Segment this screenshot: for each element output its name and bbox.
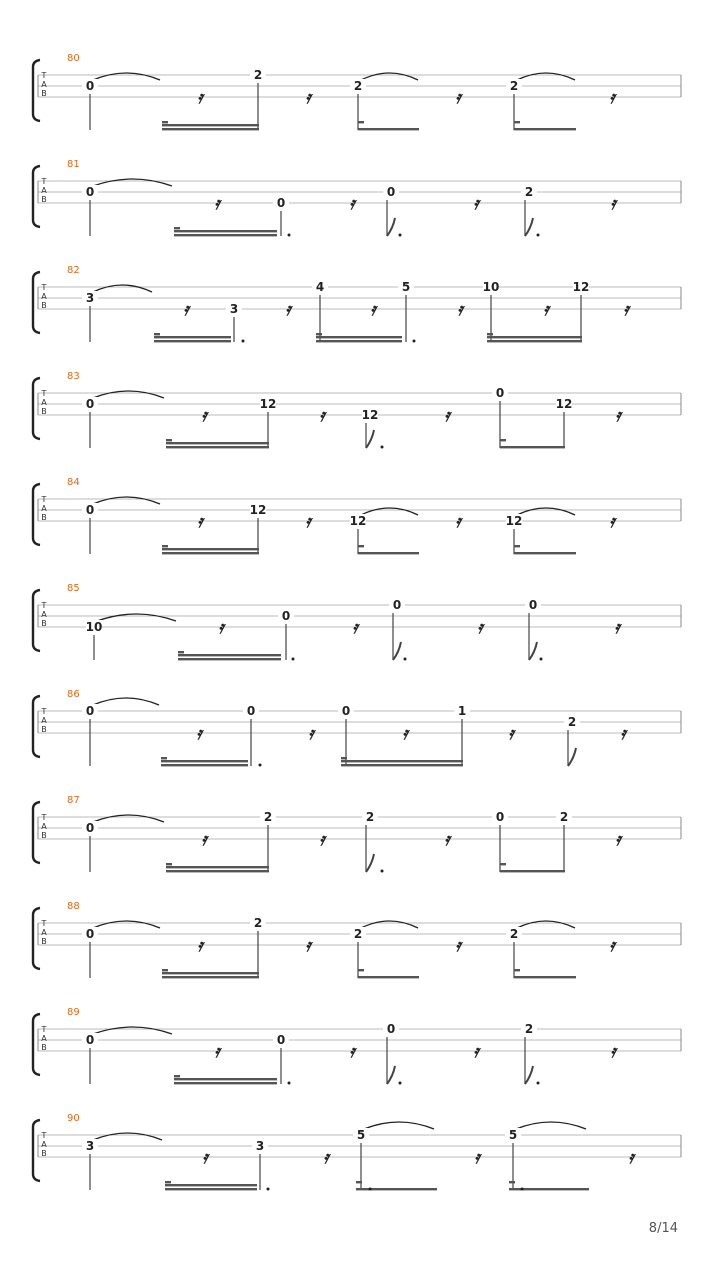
tab-clef-letter: B bbox=[41, 1043, 47, 1052]
augmentation-dot bbox=[521, 1188, 524, 1191]
beam bbox=[166, 866, 269, 868]
note-flag bbox=[568, 748, 576, 766]
fret-number: 0 bbox=[276, 1033, 286, 1047]
rest-symbol: 𝄿 bbox=[610, 1042, 616, 1062]
beam bbox=[358, 976, 419, 978]
fret-number: 2 bbox=[353, 927, 363, 941]
rest-symbol: 𝄿 bbox=[285, 300, 291, 320]
rest-symbol: 𝄿 bbox=[202, 1148, 208, 1168]
rest-symbol: 𝄿 bbox=[402, 724, 408, 744]
beam-stub bbox=[174, 1075, 180, 1077]
rest-symbol: 𝄿 bbox=[455, 936, 461, 956]
tie bbox=[93, 921, 160, 928]
fret-number: 12 bbox=[249, 503, 267, 517]
tab-system bbox=[33, 265, 681, 343]
rest-symbol: 𝄿 bbox=[308, 724, 314, 744]
rest-symbol: 𝄿 bbox=[201, 406, 207, 426]
rest-symbol: 𝄿 bbox=[508, 724, 514, 744]
fret-number: 12 bbox=[349, 514, 367, 528]
beam bbox=[162, 976, 259, 978]
fret-number: 2 bbox=[567, 715, 577, 729]
beam bbox=[174, 234, 277, 236]
tab-system bbox=[33, 1113, 681, 1191]
page-number: 8/14 bbox=[648, 1221, 678, 1236]
beam-stub bbox=[358, 969, 364, 971]
fret-number: 0 bbox=[528, 598, 538, 612]
fret-number: 0 bbox=[281, 609, 291, 623]
tab-system bbox=[33, 159, 681, 237]
measure-number: 85 bbox=[67, 583, 80, 594]
augmentation-dot bbox=[288, 234, 291, 237]
tie bbox=[93, 815, 164, 822]
augmentation-dot bbox=[381, 870, 384, 873]
rest-symbol: 𝄿 bbox=[609, 512, 615, 532]
augmentation-dot bbox=[540, 658, 543, 661]
fret-number: 2 bbox=[263, 810, 273, 824]
rest-symbol: 𝄿 bbox=[473, 1042, 479, 1062]
tab-system bbox=[33, 901, 681, 978]
rest-symbol: 𝄿 bbox=[197, 512, 203, 532]
tie bbox=[93, 285, 152, 292]
fret-number: 0 bbox=[85, 503, 95, 517]
beam bbox=[514, 128, 576, 130]
measure-number: 81 bbox=[67, 159, 80, 170]
tab-clef-letter: B bbox=[41, 937, 47, 946]
beam bbox=[487, 336, 582, 338]
fret-number: 12 bbox=[505, 514, 523, 528]
rest-symbol: 𝄿 bbox=[323, 1148, 329, 1168]
beam-stub bbox=[356, 1181, 362, 1183]
system-bracket bbox=[33, 272, 40, 333]
fret-number: 5 bbox=[356, 1128, 366, 1142]
augmentation-dot bbox=[413, 340, 416, 343]
beam bbox=[162, 128, 259, 130]
fret-number: 0 bbox=[495, 810, 505, 824]
fret-number: 12 bbox=[555, 397, 573, 411]
measure-number: 89 bbox=[67, 1007, 80, 1018]
measure-number: 87 bbox=[67, 795, 80, 806]
tab-clef-letter: T bbox=[41, 1131, 47, 1140]
fret-number: 2 bbox=[559, 810, 569, 824]
rest-symbol: 𝄿 bbox=[305, 88, 311, 108]
tab-clef-letter: B bbox=[41, 619, 47, 628]
rest-symbol: 𝄿 bbox=[349, 194, 355, 214]
system-bracket bbox=[33, 60, 40, 121]
system-bracket bbox=[33, 802, 40, 863]
beam bbox=[514, 552, 576, 554]
fret-number: 12 bbox=[361, 408, 379, 422]
rest-symbol: 𝄿 bbox=[214, 1042, 220, 1062]
tab-clef-letter: T bbox=[41, 707, 47, 716]
augmentation-dot bbox=[399, 1082, 402, 1085]
beam-stub bbox=[161, 757, 167, 759]
beam bbox=[166, 446, 269, 448]
tab-clef-letter: A bbox=[41, 822, 47, 831]
fret-number: 0 bbox=[392, 598, 402, 612]
beam bbox=[162, 124, 259, 126]
tab-clef-letter: B bbox=[41, 1149, 47, 1158]
rest-symbol: 𝄿 bbox=[623, 300, 629, 320]
fret-number: 0 bbox=[386, 1022, 396, 1036]
fret-number: 5 bbox=[401, 280, 411, 294]
fret-number: 10 bbox=[85, 620, 103, 634]
beam-stub bbox=[316, 333, 322, 335]
fret-number: 0 bbox=[276, 196, 286, 210]
rest-symbol: 𝄿 bbox=[370, 300, 376, 320]
fret-number: 3 bbox=[85, 291, 95, 305]
beam-stub bbox=[358, 121, 364, 123]
tab-clef-letter: T bbox=[41, 71, 47, 80]
rest-symbol: 𝄿 bbox=[197, 88, 203, 108]
beam bbox=[178, 654, 281, 656]
rest-symbol: 𝄿 bbox=[197, 936, 203, 956]
tab-system bbox=[33, 371, 681, 449]
fret-number: 0 bbox=[85, 1033, 95, 1047]
rest-symbol: 𝄿 bbox=[218, 618, 224, 638]
tab-clef-letter: A bbox=[41, 292, 47, 301]
tie bbox=[364, 1122, 434, 1129]
rest-symbol: 𝄿 bbox=[477, 618, 483, 638]
tab-clef-letter: T bbox=[41, 919, 47, 928]
beam-stub bbox=[162, 969, 168, 971]
system-bracket bbox=[33, 590, 40, 651]
tie bbox=[97, 614, 176, 621]
rest-symbol: 𝄿 bbox=[610, 194, 616, 214]
augmentation-dot bbox=[381, 446, 384, 449]
tab-clef-letter: T bbox=[41, 389, 47, 398]
tab-clef-letter: A bbox=[41, 80, 47, 89]
fret-number: 0 bbox=[85, 185, 95, 199]
beam bbox=[500, 870, 565, 872]
beam bbox=[500, 446, 565, 448]
rest-symbol: 𝄿 bbox=[196, 724, 202, 744]
augmentation-dot bbox=[288, 1082, 291, 1085]
fret-number: 0 bbox=[85, 397, 95, 411]
tab-clef-letter: T bbox=[41, 1025, 47, 1034]
rest-symbol: 𝄿 bbox=[615, 830, 621, 850]
tab-clef-letter: B bbox=[41, 195, 47, 204]
tie bbox=[93, 1027, 172, 1034]
beam-stub bbox=[487, 333, 493, 335]
rest-symbol: 𝄿 bbox=[455, 512, 461, 532]
rest-symbol: 𝄿 bbox=[628, 1148, 634, 1168]
tab-clef-letter: B bbox=[41, 725, 47, 734]
augmentation-dot bbox=[399, 234, 402, 237]
rest-symbol: 𝄿 bbox=[444, 406, 450, 426]
note-flag bbox=[387, 218, 395, 236]
tab-clef-letter: T bbox=[41, 495, 47, 504]
fret-number: 2 bbox=[509, 927, 519, 941]
beam bbox=[165, 1188, 257, 1190]
note-flag bbox=[525, 1066, 533, 1084]
tie bbox=[93, 698, 159, 705]
beam bbox=[161, 760, 248, 762]
beam bbox=[165, 1184, 257, 1186]
tab-clef-letter: A bbox=[41, 186, 47, 195]
beam bbox=[358, 552, 419, 554]
measure-number: 84 bbox=[67, 477, 80, 488]
fret-number: 2 bbox=[253, 68, 263, 82]
rest-symbol: 𝄿 bbox=[349, 1042, 355, 1062]
tie bbox=[516, 1122, 586, 1129]
tab-system bbox=[33, 1007, 681, 1085]
beam bbox=[154, 340, 231, 342]
beam bbox=[341, 760, 463, 762]
fret-number: 2 bbox=[524, 185, 534, 199]
tab-clef-letter: T bbox=[41, 283, 47, 292]
beam bbox=[487, 340, 582, 342]
fret-number: 3 bbox=[255, 1139, 265, 1153]
fret-number: 0 bbox=[386, 185, 396, 199]
fret-number: 1 bbox=[457, 704, 467, 718]
beam-stub bbox=[178, 651, 184, 653]
rest-symbol: 𝄿 bbox=[305, 936, 311, 956]
tab-clef-letter: B bbox=[41, 407, 47, 416]
tab-clef-letter: A bbox=[41, 928, 47, 937]
tab-clef-letter: B bbox=[41, 89, 47, 98]
tie bbox=[93, 497, 160, 504]
system-bracket bbox=[33, 378, 40, 439]
tie bbox=[361, 508, 418, 515]
system-bracket bbox=[33, 484, 40, 545]
fret-number: 5 bbox=[508, 1128, 518, 1142]
beam-stub bbox=[166, 439, 172, 441]
tab-clef-letter: T bbox=[41, 813, 47, 822]
beam-stub bbox=[162, 121, 168, 123]
beam bbox=[162, 972, 259, 974]
beam bbox=[174, 1082, 277, 1084]
fret-number: 4 bbox=[315, 280, 325, 294]
tie bbox=[93, 73, 160, 80]
beam bbox=[316, 336, 402, 338]
measure-number: 83 bbox=[67, 371, 80, 382]
system-bracket bbox=[33, 1120, 40, 1181]
tie bbox=[517, 921, 575, 928]
tie bbox=[93, 179, 172, 186]
fret-number: 3 bbox=[85, 1139, 95, 1153]
beam-stub bbox=[500, 863, 506, 865]
tab-clef-letter: T bbox=[41, 177, 47, 186]
fret-number: 10 bbox=[482, 280, 500, 294]
beam bbox=[174, 1078, 277, 1080]
system-bracket bbox=[33, 1014, 40, 1075]
rest-symbol: 𝄿 bbox=[615, 406, 621, 426]
fret-number: 2 bbox=[353, 79, 363, 93]
beam-stub bbox=[165, 1181, 171, 1183]
beam-stub bbox=[174, 227, 180, 229]
rest-symbol: 𝄿 bbox=[473, 194, 479, 214]
fret-number: 0 bbox=[85, 704, 95, 718]
tab-clef-letter: B bbox=[41, 513, 47, 522]
tab-clef-letter: A bbox=[41, 716, 47, 725]
beam bbox=[341, 764, 463, 766]
rest-symbol: 𝄿 bbox=[457, 300, 463, 320]
beam-stub bbox=[154, 333, 160, 335]
tab-clef-letter: A bbox=[41, 504, 47, 513]
beam bbox=[166, 442, 269, 444]
fret-number: 3 bbox=[229, 302, 239, 316]
measure-number: 82 bbox=[67, 265, 80, 276]
tie bbox=[361, 921, 418, 928]
fret-number: 0 bbox=[341, 704, 351, 718]
note-flag bbox=[525, 218, 533, 236]
rest-symbol: 𝄿 bbox=[352, 618, 358, 638]
rest-symbol: 𝄿 bbox=[201, 830, 207, 850]
rest-symbol: 𝄿 bbox=[543, 300, 549, 320]
fret-number: 2 bbox=[253, 916, 263, 930]
augmentation-dot bbox=[242, 340, 245, 343]
beam bbox=[358, 128, 419, 130]
rest-symbol: 𝄿 bbox=[319, 830, 325, 850]
augmentation-dot bbox=[537, 234, 540, 237]
fret-number: 2 bbox=[509, 79, 519, 93]
rest-symbol: 𝄿 bbox=[474, 1148, 480, 1168]
augmentation-dot bbox=[259, 764, 262, 767]
beam-stub bbox=[509, 1181, 515, 1183]
fret-number: 0 bbox=[85, 79, 95, 93]
tie bbox=[517, 73, 575, 80]
beam-stub bbox=[358, 545, 364, 547]
tab-system bbox=[33, 583, 681, 661]
system-bracket bbox=[33, 166, 40, 227]
beam bbox=[316, 340, 402, 342]
note-flag bbox=[366, 430, 374, 448]
tab-system bbox=[33, 477, 681, 554]
fret-number: 2 bbox=[365, 810, 375, 824]
tab-clef-letter: T bbox=[41, 601, 47, 610]
rest-symbol: 𝄿 bbox=[319, 406, 325, 426]
beam-stub bbox=[514, 545, 520, 547]
rest-symbol: 𝄿 bbox=[455, 88, 461, 108]
note-flag bbox=[393, 642, 401, 660]
tab-clef-letter: A bbox=[41, 1034, 47, 1043]
beam-stub bbox=[514, 969, 520, 971]
augmentation-dot bbox=[537, 1082, 540, 1085]
fret-number: 0 bbox=[495, 386, 505, 400]
note-flag bbox=[529, 642, 537, 660]
tab-system bbox=[33, 795, 681, 873]
beam bbox=[162, 548, 259, 550]
rest-symbol: 𝄿 bbox=[620, 724, 626, 744]
beam bbox=[154, 336, 231, 338]
tab-clef-letter: A bbox=[41, 610, 47, 619]
measure-number: 90 bbox=[67, 1113, 80, 1124]
tab-system bbox=[33, 53, 681, 130]
rest-symbol: 𝄿 bbox=[609, 88, 615, 108]
tab-clef-letter: A bbox=[41, 1140, 47, 1149]
beam bbox=[178, 658, 281, 660]
rest-symbol: 𝄿 bbox=[444, 830, 450, 850]
beam-stub bbox=[514, 121, 520, 123]
tie bbox=[361, 73, 418, 80]
beam-stub bbox=[341, 757, 347, 759]
beam bbox=[356, 1188, 437, 1190]
fret-number: 0 bbox=[85, 821, 95, 835]
beam bbox=[166, 870, 269, 872]
rest-symbol: 𝄿 bbox=[609, 936, 615, 956]
system-bracket bbox=[33, 908, 40, 969]
beam bbox=[161, 764, 248, 766]
tie bbox=[93, 1133, 162, 1140]
beam-stub bbox=[500, 439, 506, 441]
rest-symbol: 𝄿 bbox=[614, 618, 620, 638]
measure-number: 86 bbox=[67, 689, 80, 700]
beam-stub bbox=[162, 545, 168, 547]
augmentation-dot bbox=[267, 1188, 270, 1191]
tab-system bbox=[33, 689, 681, 767]
note-flag bbox=[366, 854, 374, 872]
rest-symbol: 𝄿 bbox=[183, 300, 189, 320]
tab-clef-letter: B bbox=[41, 831, 47, 840]
tab-clef-letter: B bbox=[41, 301, 47, 310]
fret-number: 0 bbox=[246, 704, 256, 718]
fret-number: 0 bbox=[85, 927, 95, 941]
fret-number: 2 bbox=[524, 1022, 534, 1036]
system-bracket bbox=[33, 696, 40, 757]
rest-symbol: 𝄿 bbox=[214, 194, 220, 214]
tie bbox=[517, 508, 575, 515]
rest-symbol: 𝄿 bbox=[305, 512, 311, 532]
tab-clef-letter: A bbox=[41, 398, 47, 407]
beam bbox=[174, 230, 277, 232]
augmentation-dot bbox=[369, 1188, 372, 1191]
fret-number: 12 bbox=[259, 397, 277, 411]
beam-stub bbox=[166, 863, 172, 865]
note-flag bbox=[387, 1066, 395, 1084]
measure-number: 88 bbox=[67, 901, 80, 912]
augmentation-dot bbox=[404, 658, 407, 661]
beam bbox=[514, 976, 576, 978]
measure-number: 80 bbox=[67, 53, 80, 64]
tie bbox=[93, 391, 164, 398]
beam bbox=[162, 552, 259, 554]
fret-number: 12 bbox=[572, 280, 590, 294]
augmentation-dot bbox=[292, 658, 295, 661]
